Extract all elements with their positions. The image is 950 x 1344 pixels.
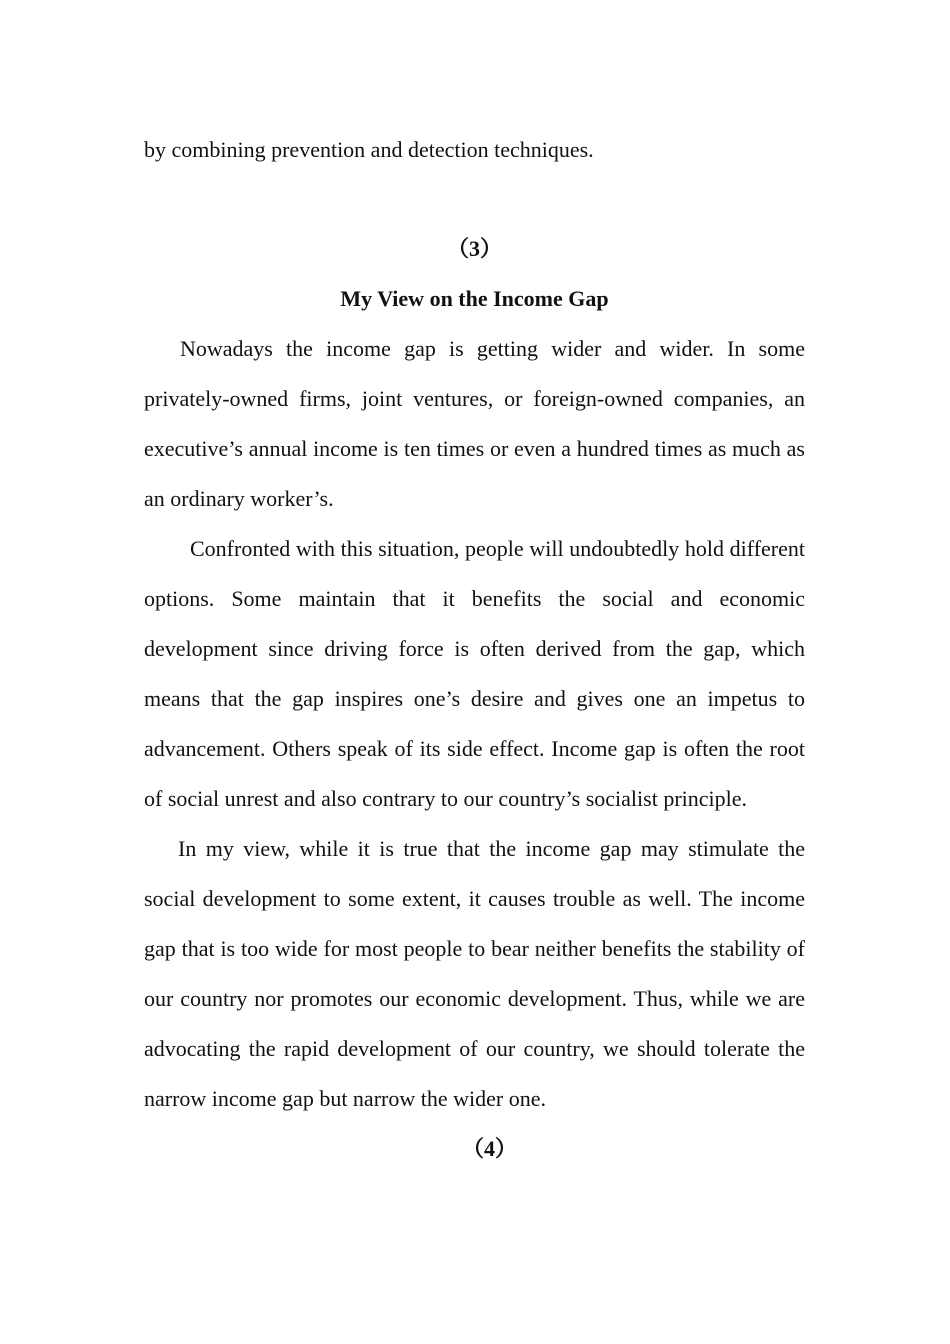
section-4-marker: （4） xyxy=(461,1136,517,1161)
essay-paragraph-3: In my view, while it is true that the income gap may stimulate the social development to some extent, it causes trouble as well. The income gap that is too wide for most people to bear neither benefits the stability of our country nor promotes our economic development. Thus, while we are advocating the rapid development of our country, we should tolerate the narrow income gap but narrow the wider one. xyxy=(144,836,805,1111)
essay-paragraph-2: Confronted with this situation, people will undoubtedly hold different options. Some maintain that it benefits the social and economic development since driving force is often derived from the gap, which means that the gap inspires one’s desire and gives one an impetus to advancement. Others speak of its side effect. Income gap is often the root of social unrest and also contrary to our country’s socialist principle. xyxy=(144,536,805,811)
essay-title: My View on the Income Gap xyxy=(340,286,609,311)
section-3-marker: （3） xyxy=(446,236,502,261)
previous-section-closing-line: by combining prevention and detection techniques. xyxy=(144,137,594,162)
document-page xyxy=(144,125,805,1174)
essay-paragraph-1: Nowadays the income gap is getting wider and wider. In some privately-owned firms, joint ventures, or foreign-owned companies, an executive’s annual income is ten times or even a hundred times as much as an ordinary worker’s. xyxy=(144,336,805,511)
